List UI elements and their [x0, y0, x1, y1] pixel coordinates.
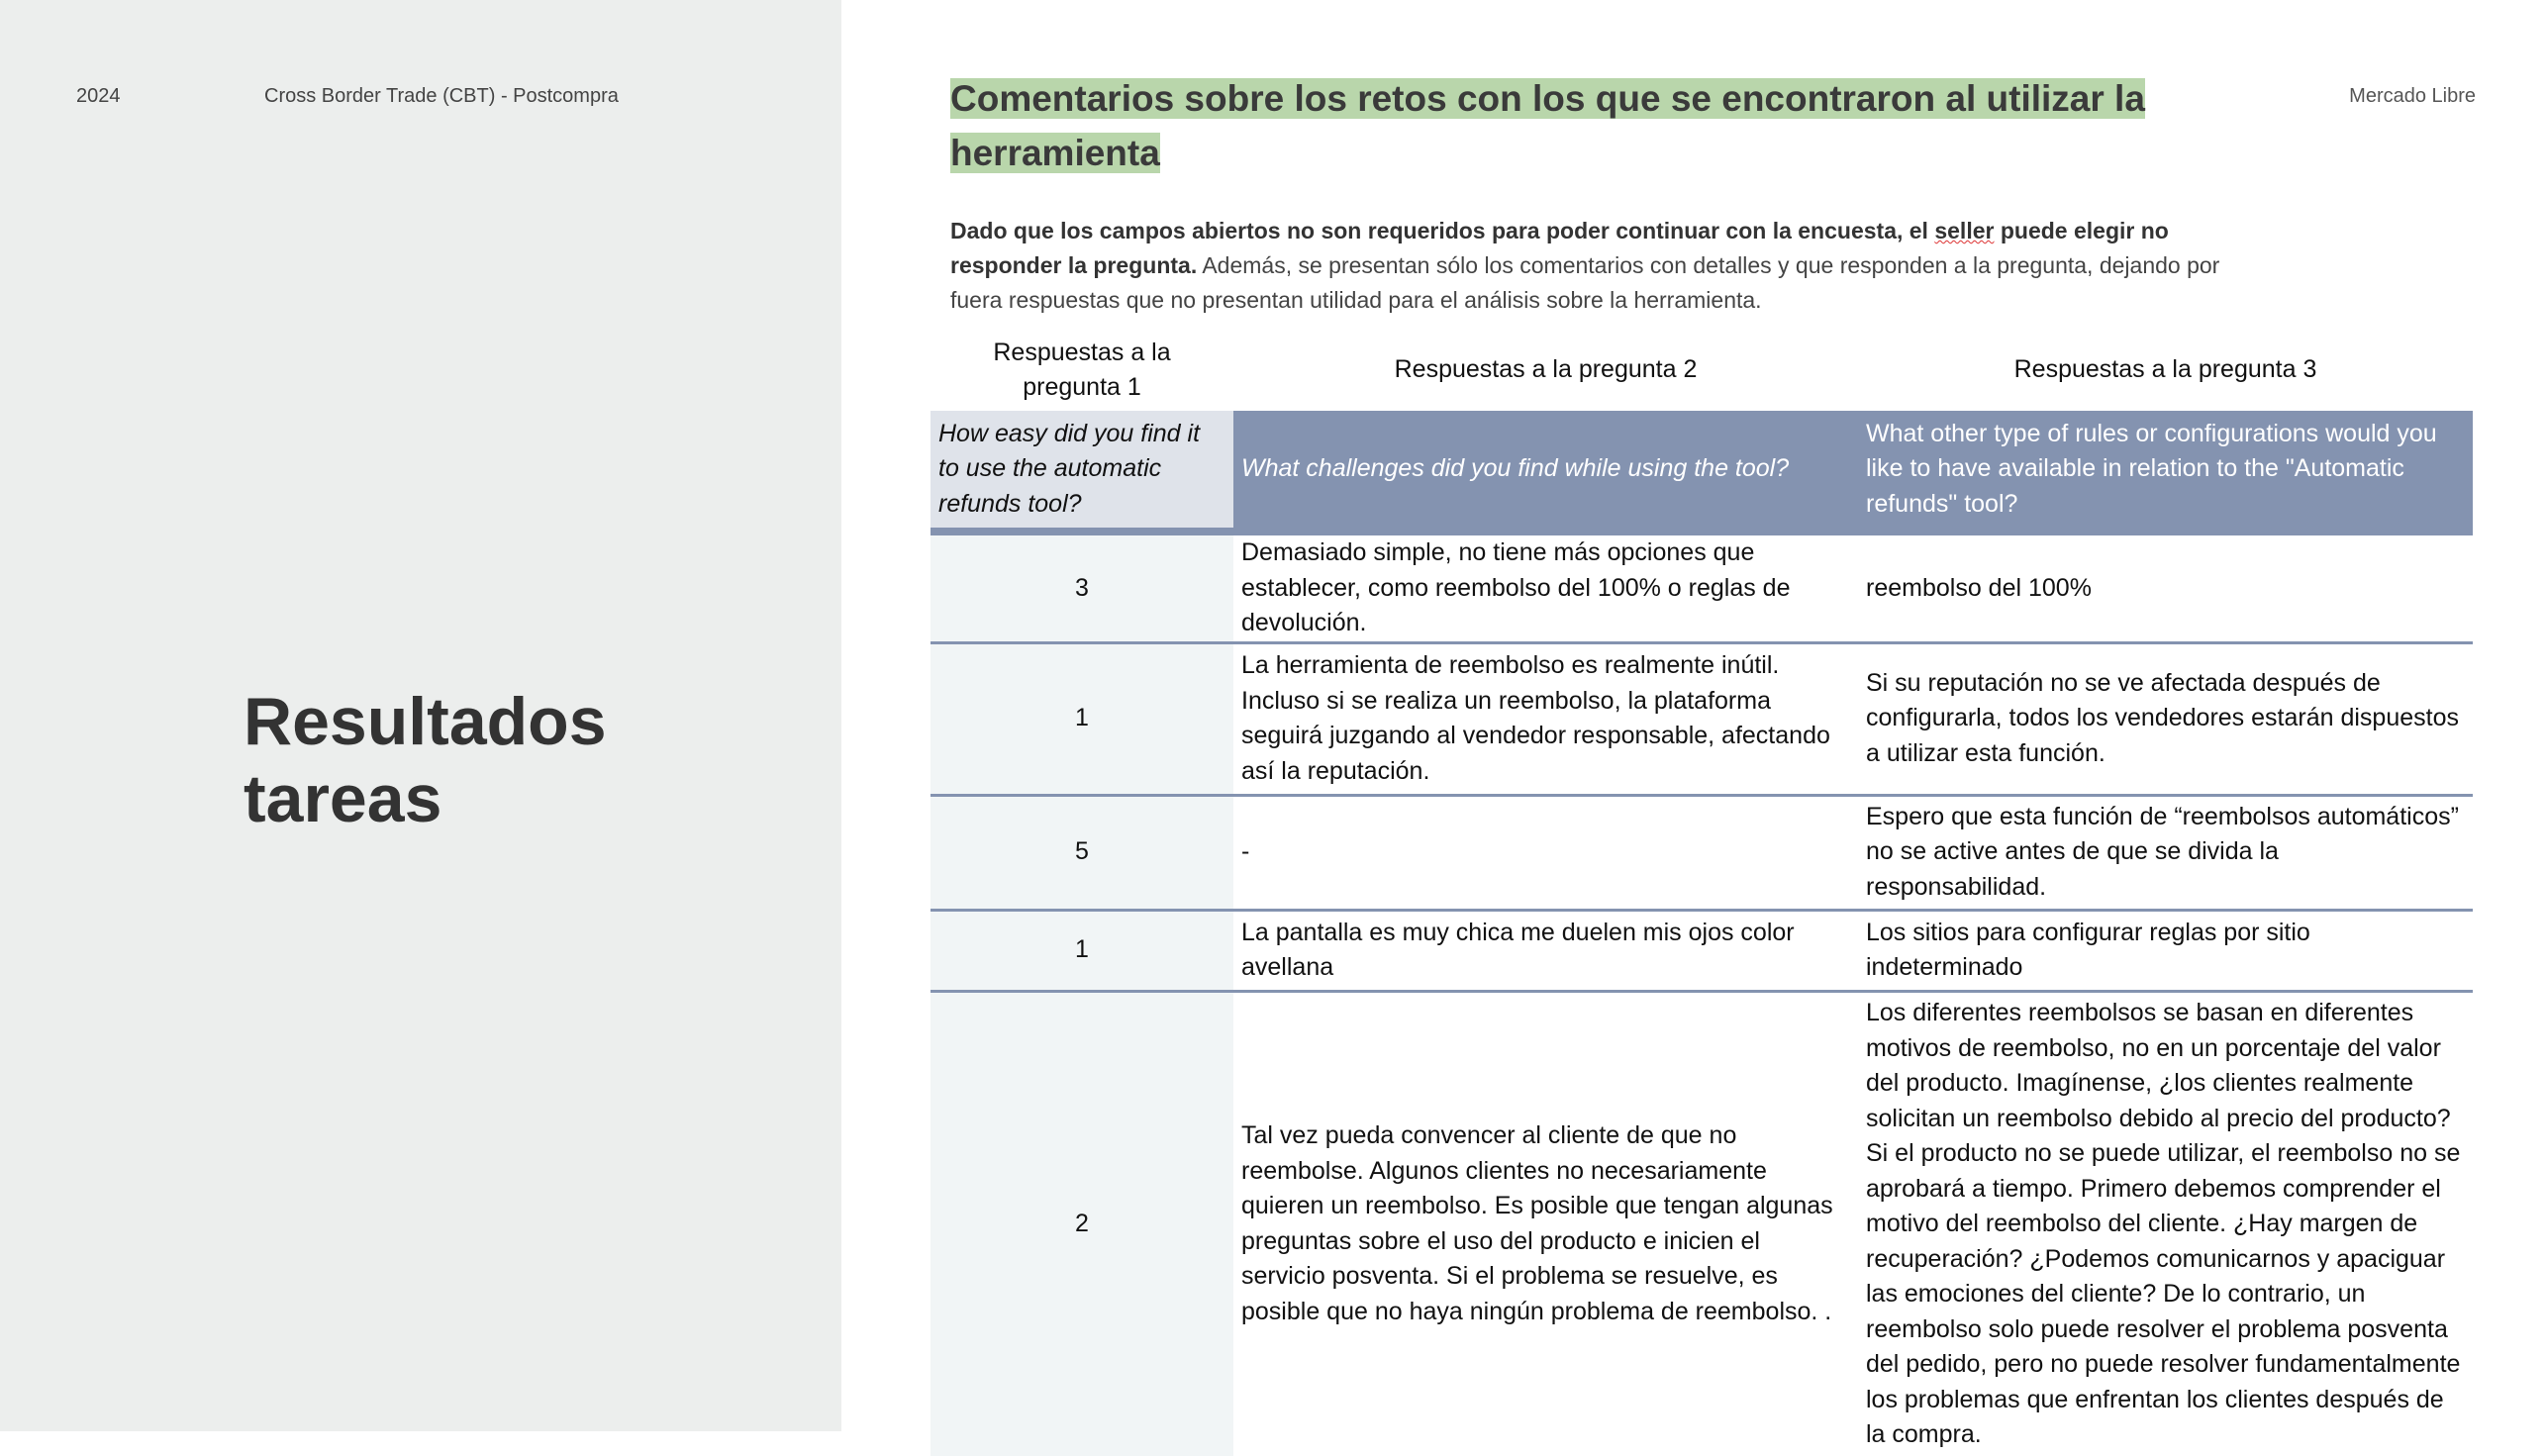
answer-cell: -: [1233, 795, 1858, 910]
rating-cell: 5: [930, 795, 1233, 910]
question-cell: How easy did you find it to use the automatic refunds tool?: [930, 411, 1233, 532]
intro-bold-misspelled: seller: [1934, 218, 1995, 243]
question-cell: What challenges did you find while using the tool?: [1233, 411, 1858, 532]
section-title-line: Resultados: [244, 684, 607, 759]
rating-cell: 3: [930, 532, 1233, 642]
table-row: [930, 795, 2473, 910]
breadcrumb: Cross Border Trade (CBT) - Postcompra: [264, 85, 619, 107]
answer-cell: Demasiado simple, no tiene más opciones que establecer, como reembolso del 100% o reglas de devolución.: [1233, 532, 1858, 642]
answer-cell: La pantalla es muy chica me duelen mis ojos color avellana: [1233, 910, 1858, 991]
answer-cell: Los diferentes reembolsos se basan en diferentes motivos de reembolso, no en un porcentaje del valor del producto. Imagínense, ¿los clientes realmente solicitan un reembolso debido al precio del producto? Si el producto no se puede utilizar, el reembolso no se aprobará a tiempo. Primero debemos comprender el motivo del reembolso del cliente. ¿Hay margen de recuperación? ¿Podemos comunicarnos y apaciguar las emociones del cliente? De lo contrario, un reembolso solo puede resolver el problema posventa del pedido, pero no puede resolver fundamentalmente los problemas que enfrentan los clientes después de la compra.: [1866, 999, 2461, 1448]
intro-bold-text: puede elegir no responder la pregunta.: [950, 218, 2169, 278]
page-title: [950, 71, 2237, 180]
answer-cell: Si su reputación no se ve afectada después de configurarla, todos los vendedores estarán dispuestos a utilizar esta función.: [1858, 642, 2473, 795]
responses-table: [930, 330, 2473, 1456]
question-cell: What other type of rules or configurations would you like to have available in relation to the "Automatic refunds" tool?: [1858, 411, 2473, 532]
header-row: [930, 330, 2473, 411]
column-header: Respuestas a la pregunta 1: [993, 338, 1171, 401]
rating-cell: 2: [930, 991, 1233, 1456]
column-header: Respuestas a la pregunta 2: [1394, 355, 1698, 384]
year-label: 2024: [76, 85, 121, 107]
answer-cell: reembolso del 100%: [1858, 532, 2473, 642]
left-panel: [0, 0, 841, 1431]
answer-cell: Espero que esta función de “reembolsos automáticos” no se active antes de que se divida la responsabilidad.: [1858, 795, 2473, 910]
intro-text: Además, se presentan sólo los comentarios con detalles y que responden a la pregunta, dejando por fuera respuestas que no presentan utilidad para el análisis sobre la herramienta.: [950, 252, 2220, 313]
table-row: [930, 642, 2473, 795]
answer-cell: Tal vez pueda convencer al cliente de que no reembolse. Algunos clientes no necesariamente quieren un reembolso. Es posible que tengan algunas preguntas sobre el uso del producto e inicien el servicio posventa. Si el problema se resuelve, es posible que no haya ningún problema de reembolso. .: [1241, 1121, 1833, 1325]
rating-cell: 1: [930, 910, 1233, 991]
page-title-text: Comentarios sobre los retos con los que se encontraron al utilizar la herramienta: [950, 78, 2145, 173]
question-row: [930, 411, 2473, 532]
answer-cell: La herramienta de reembolso es realmente inútil. Incluso si se realiza un reembolso, la plataforma seguirá juzgando al vendedor responsable, afectando así la reputación.: [1233, 642, 1858, 795]
section-title-line: tareas: [244, 761, 442, 836]
answer-cell: Los sitios para configurar reglas por sitio indeterminado: [1858, 910, 2473, 991]
section-title: [244, 683, 607, 837]
intro-bold-text: Dado que los campos abiertos no son requeridos para poder continuar con la encuesta, el: [950, 218, 1935, 243]
table-row: [930, 532, 2473, 642]
brand-label: Mercado Libre: [2349, 85, 2476, 107]
column-header: Respuestas a la pregunta 3: [2013, 355, 2317, 384]
rating-cell: 1: [930, 642, 1233, 795]
table-row: [930, 910, 2473, 991]
intro-paragraph: [950, 214, 2247, 318]
table-row: [930, 991, 2473, 1456]
